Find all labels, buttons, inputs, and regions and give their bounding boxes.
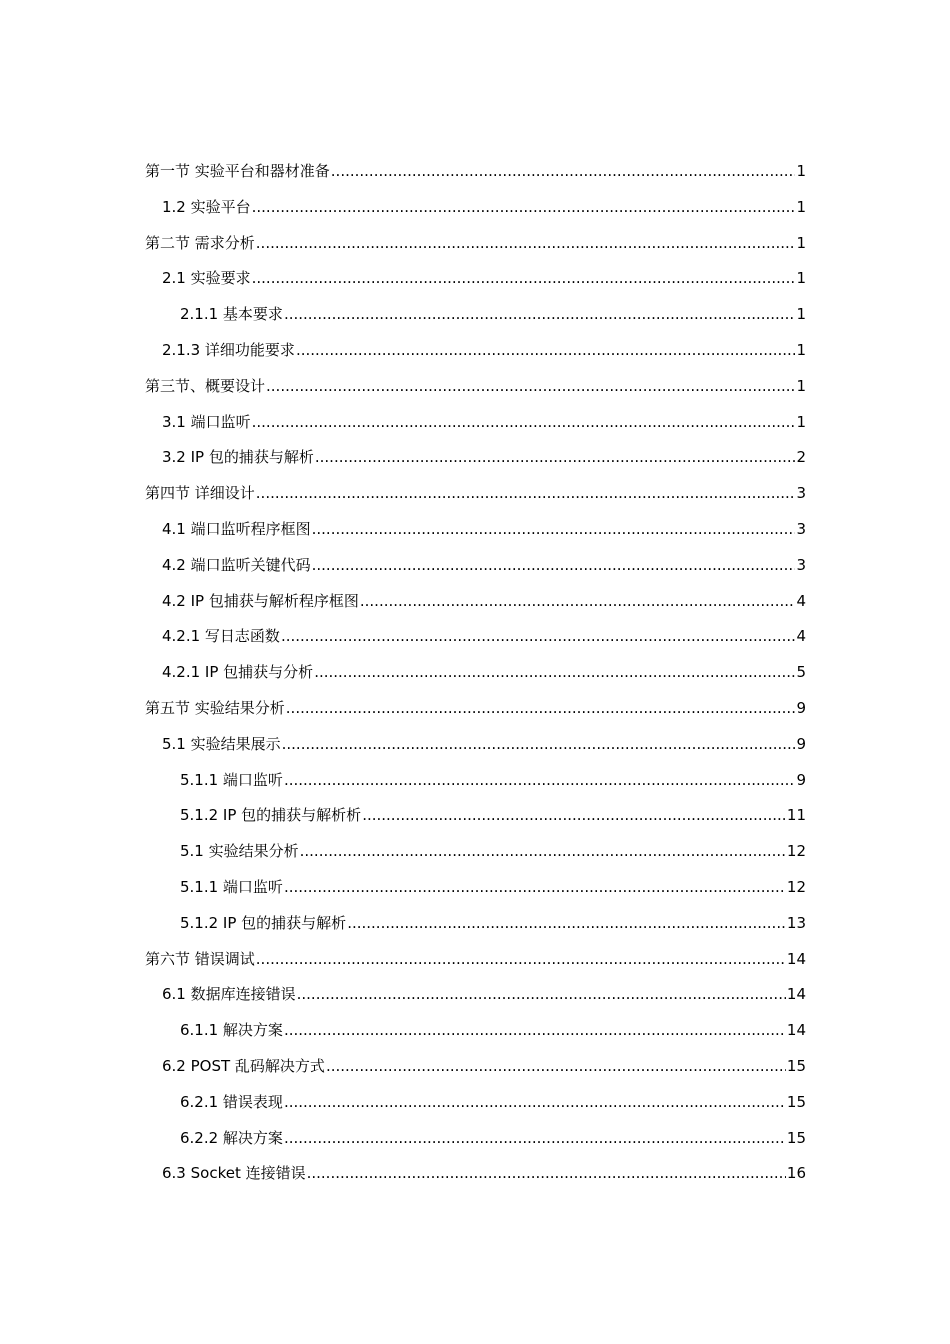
toc-entry-label: 6.2.2 解决方案	[180, 1128, 283, 1147]
toc-dot-leader	[282, 727, 796, 763]
toc-dot-leader	[326, 1049, 786, 1085]
toc-dot-leader	[284, 870, 786, 906]
toc-entry-page-number: 3	[796, 484, 806, 503]
toc-entry[interactable]	[145, 870, 806, 906]
toc-entry[interactable]	[145, 834, 806, 870]
toc-entry-page-number: 1	[796, 376, 806, 395]
toc-entry-label: 5.1.2 IP 包的捕获与解析析	[180, 806, 362, 825]
toc-dot-leader	[266, 369, 795, 405]
toc-entry[interactable]	[145, 405, 806, 441]
toc-entry-label: 6.3 Socket 连接错误	[162, 1164, 306, 1183]
toc-entry[interactable]	[145, 798, 806, 834]
toc-dot-leader	[284, 763, 796, 799]
toc-entry[interactable]	[145, 512, 806, 548]
toc-entry-page-number: 12	[786, 877, 806, 896]
toc-entry[interactable]	[145, 369, 806, 405]
toc-entry-page-number: 1	[796, 340, 806, 359]
toc-dot-leader	[297, 977, 786, 1013]
toc-dot-leader	[252, 190, 796, 226]
toc-entry-label: 第六节 错误调试	[145, 949, 255, 968]
toc-entry-page-number: 9	[796, 770, 806, 789]
toc-entry-page-number: 15	[786, 1056, 806, 1075]
toc-entry[interactable]	[145, 333, 806, 369]
toc-entry[interactable]	[145, 977, 806, 1013]
toc-dot-leader	[256, 942, 786, 978]
toc-entry-label: 2.1 实验要求	[162, 269, 251, 288]
toc-entry[interactable]	[145, 297, 806, 333]
toc-entry[interactable]	[145, 655, 806, 691]
toc-entry[interactable]	[145, 154, 806, 190]
toc-dot-leader	[296, 333, 796, 369]
toc-entry-label: 5.1 实验结果展示	[162, 734, 281, 753]
toc-entry[interactable]	[145, 548, 806, 584]
toc-entry-label: 1.2 实验平台	[162, 197, 251, 216]
toc-entry-label: 第一节 实验平台和器材准备	[145, 162, 330, 180]
toc-entry-page-number: 16	[786, 1164, 806, 1183]
toc-entry[interactable]	[145, 1085, 806, 1121]
toc-entry-page-number: 1	[796, 305, 806, 324]
toc-entry-page-number: 4	[796, 627, 806, 646]
toc-dot-leader	[315, 440, 796, 476]
toc-entry-page-number: 9	[796, 734, 806, 753]
toc-entry-label: 5.1.2 IP 包的捕获与解析	[180, 913, 347, 932]
toc-dot-leader	[347, 906, 786, 942]
toc-entry-page-number: 11	[786, 806, 806, 825]
toc-dot-leader	[256, 226, 796, 262]
toc-entry-label: 5.1 实验结果分析	[180, 842, 299, 861]
toc-dot-leader	[284, 1121, 786, 1157]
toc-dot-leader	[360, 584, 796, 620]
toc-entry-page-number: 13	[786, 913, 806, 932]
toc-entry[interactable]	[145, 691, 806, 727]
toc-entry[interactable]	[145, 763, 806, 799]
toc-entry-page-number: 1	[796, 412, 806, 431]
toc-entry-page-number: 15	[786, 1092, 806, 1111]
toc-dot-leader	[284, 1085, 786, 1121]
toc-entry-label: 3.2 IP 包的捕获与解析	[162, 448, 314, 467]
toc-entry[interactable]	[145, 727, 806, 763]
toc-entry-label: 4.1 端口监听程序框图	[162, 519, 311, 538]
toc-entry[interactable]	[145, 476, 806, 512]
toc-entry-label: 5.1.1 端口监听	[180, 770, 283, 789]
toc-entry-label: 5.1.1 端口监听	[180, 877, 283, 896]
toc-dot-leader	[284, 1013, 786, 1049]
toc-entry[interactable]	[145, 261, 806, 297]
toc-entry-label: 第二节 需求分析	[145, 233, 255, 252]
toc-entry[interactable]	[145, 190, 806, 226]
toc-entry-page-number: 14	[786, 949, 806, 968]
toc-entry[interactable]	[145, 942, 806, 978]
toc-entry-label: 4.2 IP 包捕获与解析程序框图	[162, 591, 359, 610]
toc-entry-page-number: 5	[796, 663, 806, 682]
toc-dot-leader	[256, 476, 796, 512]
toc-entry-label: 2.1.1 基本要求	[180, 305, 283, 324]
toc-entry-label: 6.2.1 错误表现	[180, 1092, 283, 1111]
toc-entry-page-number: 9	[796, 698, 806, 717]
toc-dot-leader	[286, 691, 796, 727]
toc-dot-leader	[331, 154, 796, 190]
toc-dot-leader	[314, 655, 795, 691]
toc-entry[interactable]	[145, 1121, 806, 1157]
toc-dot-leader	[362, 798, 786, 834]
toc-dot-leader	[281, 619, 796, 655]
toc-dot-leader	[312, 548, 796, 584]
toc-entry-page-number: 3	[796, 555, 806, 574]
toc-entry[interactable]	[145, 619, 806, 655]
toc-entry-label: 3.1 端口监听	[162, 412, 251, 431]
toc-entry-page-number: 1	[796, 197, 806, 216]
toc-dot-leader	[284, 297, 796, 333]
toc-entry-page-number: 14	[786, 1021, 806, 1040]
toc-entry-page-number: 4	[796, 591, 806, 610]
toc-entry[interactable]	[145, 1156, 806, 1192]
toc-dot-leader	[252, 261, 796, 297]
toc-entry-label: 4.2.1 IP 包捕获与分析	[162, 663, 314, 682]
table-of-contents	[145, 154, 806, 1192]
toc-entry[interactable]	[145, 906, 806, 942]
toc-entry[interactable]	[145, 226, 806, 262]
toc-entry-label: 第三节、概要设计	[145, 376, 266, 395]
toc-entry[interactable]	[145, 584, 806, 620]
toc-dot-leader	[307, 1156, 786, 1192]
toc-entry[interactable]	[145, 1013, 806, 1049]
toc-entry-page-number: 15	[786, 1128, 806, 1147]
toc-entry-page-number: 12	[786, 842, 806, 861]
toc-entry-label: 6.1.1 解决方案	[180, 1021, 283, 1040]
toc-entry-page-number: 3	[796, 519, 806, 538]
toc-entry-label: 6.1 数据库连接错误	[162, 985, 296, 1004]
toc-entry-label: 第五节 实验结果分析	[145, 698, 285, 717]
toc-entry-page-number: 14	[786, 985, 806, 1004]
toc-dot-leader	[252, 405, 796, 441]
toc-entry-label: 4.2 端口监听关键代码	[162, 555, 311, 574]
toc-entry-label: 第四节 详细设计	[145, 484, 255, 503]
toc-entry-page-number: 2	[796, 448, 806, 467]
toc-entry-page-number: 1	[796, 162, 806, 180]
toc-entry[interactable]	[145, 440, 806, 476]
toc-entry-label: 4.2.1 写日志函数	[162, 627, 280, 646]
toc-entry-label: 6.2 POST 乱码解决方式	[162, 1056, 325, 1075]
toc-dot-leader	[300, 834, 786, 870]
toc-entry-page-number: 1	[796, 233, 806, 252]
toc-entry[interactable]	[145, 1049, 806, 1085]
toc-entry-label: 2.1.3 详细功能要求	[162, 340, 295, 359]
toc-dot-leader	[312, 512, 796, 548]
toc-entry-page-number: 1	[796, 269, 806, 288]
